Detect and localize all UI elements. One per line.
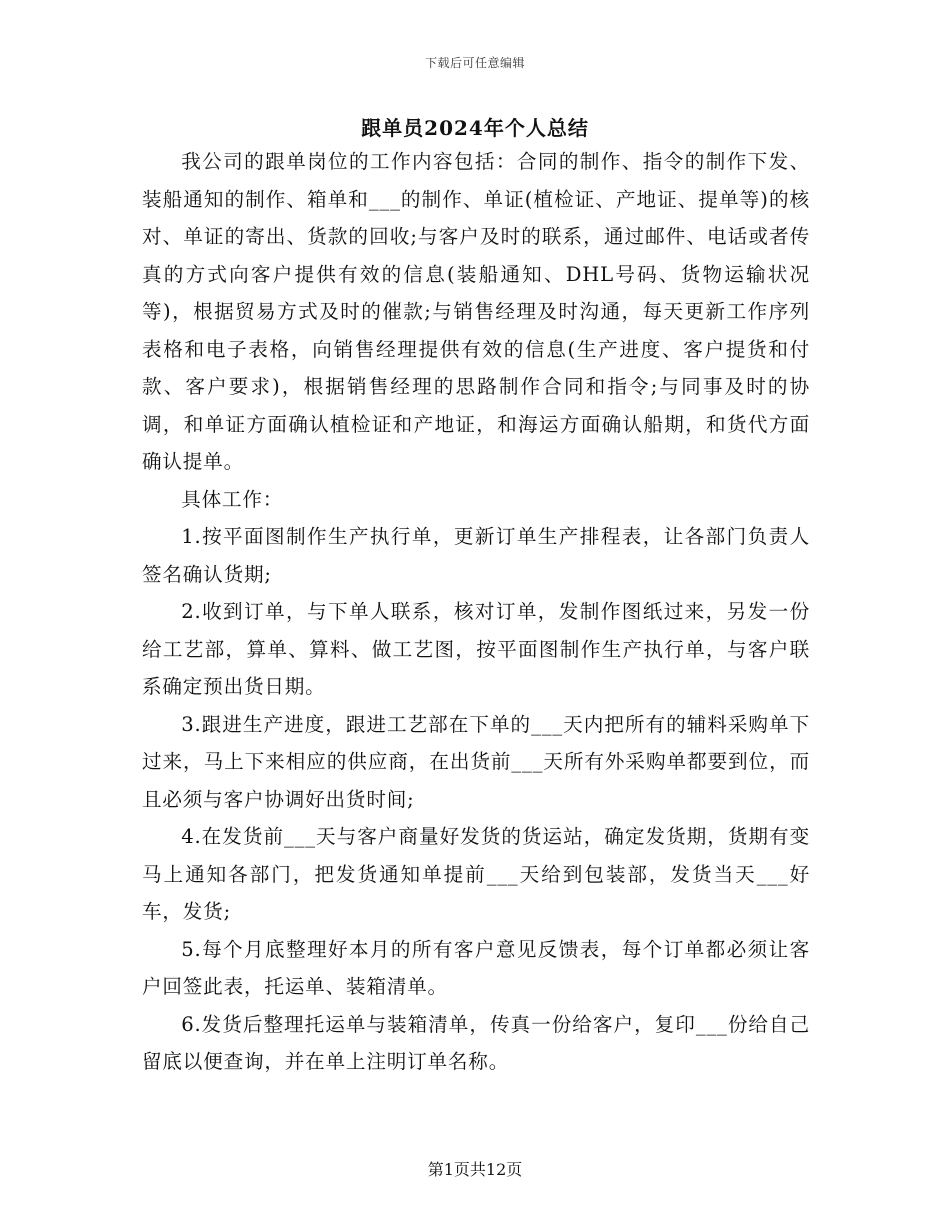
paragraph-item-4: 4.在发货前___天与客户商量好发货的货运站，确定发货期，货期有变马上通知各部门，把发货通知单提前___天给到包装部，发货当天___好车，发货; bbox=[142, 825, 810, 923]
paragraph-item-3: 3.跟进生产进度，跟进工艺部在下单的___天内把所有的辅料采购单下过来，马上下来相应的供应商，在出货前___天所有外采购单都要到位，而且必须与客户协调好出货时间; bbox=[142, 712, 810, 811]
paragraph-heading-specific-work: 具体工作： bbox=[181, 487, 284, 511]
paragraph-item-6: 6.发货后整理托运单与装箱清单，传真一份给客户，复印___份给自己留底以便查询，并在单上注明订单名称。 bbox=[142, 1012, 810, 1073]
paragraph-item-2: 2.收到订单，与下单人联系，核对订单，发制作图纸过来，另发一份给工艺部，算单、算料、做工艺图，按平面图制作生产执行单，与客户联系确定预出货日期。 bbox=[142, 600, 810, 698]
paragraph-item-5: 5.每个月底整理好本月的所有客户意见反馈表，每个订单都必须让客户回签此表，托运单、装箱清单。 bbox=[142, 937, 810, 998]
paragraph-item-1: 1.按平面图制作生产执行单，更新订单生产排程表，让各部门负责人签名确认货期; bbox=[142, 525, 810, 586]
page-number: 第1页共12页 bbox=[427, 1160, 523, 1179]
paragraph-intro: 我公司的跟单岗位的工作内容包括：合同的制作、指令的制作下发、装船通知的制作、箱单和___的制作、单证(植检证、产地证、提单等)的核对、单证的寄出、货款的回收;与客户及时的联系，通过邮件、电话或者传真的方式向客户提供有效的信息(装船通知、DHL号码、货物运输状况等)，根据贸易方式及时的催款;与销售经理及时沟通，每天更新工作序列表格和电子表格，向销售经理提供有效的信息(生产进度、客户提货和付款、客户要求)，根据销售经理的思路制作合同和指令;与同事及时的协调，和单证方面确认植检证和产地证，和海运方面确认船期，和货代方面确认提单。 bbox=[142, 150, 810, 473]
document-body bbox=[142, 143, 810, 1081]
page-header-note: 下载后可任意编辑 bbox=[424, 56, 525, 70]
document-title: 跟单员2024年个人总结 bbox=[361, 116, 589, 140]
